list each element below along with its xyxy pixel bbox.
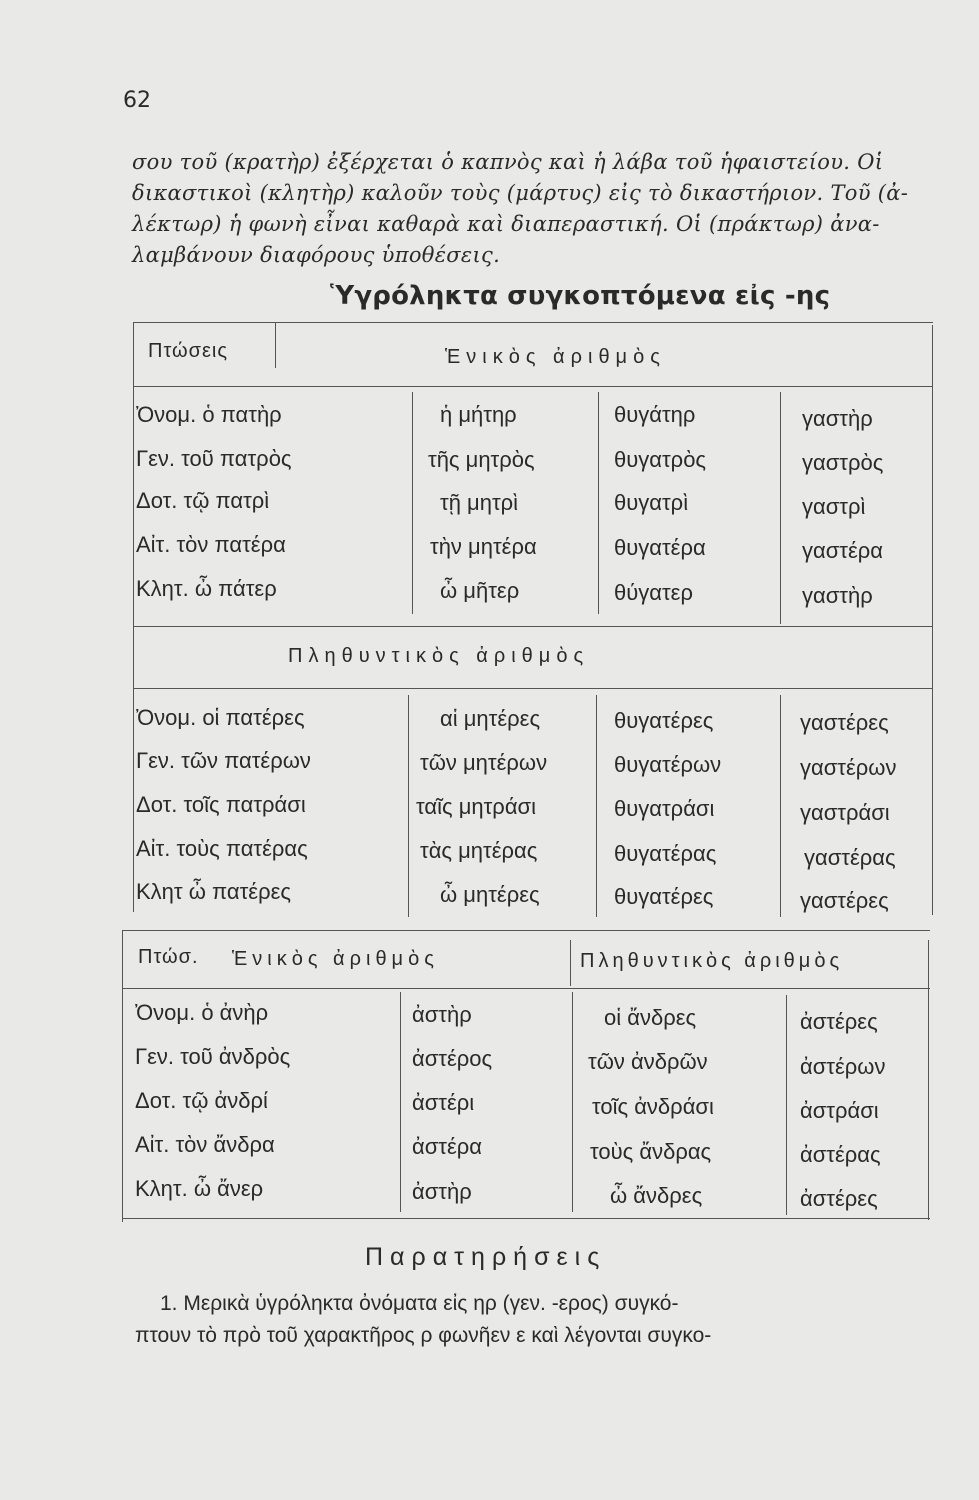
note-line-2: πτουν τὸ πρὸ τοῦ χαρακτῆρος ρ φωνῆεν ε καὶ λέγονται συγκο- bbox=[135, 1324, 712, 1347]
intro-line-4: λαμβάνουν διαφόρους ὑποθέσεις. bbox=[132, 243, 501, 267]
plural-header: Πληθυντικὸς ἀριθμὸς bbox=[288, 645, 590, 667]
singular-header: Ἑνικὸς ἀριθμὸς bbox=[445, 346, 666, 368]
singular-header-2: Ἑνικὸς ἀριθμὸς bbox=[232, 948, 439, 970]
intro-line-1: σου τοῦ (κρατὴρ) ἐξέρχεται ὁ καπνὸς καὶ ἡ λάβα τοῦ ἡφαιστείου. Οἱ bbox=[132, 150, 884, 174]
note-line-1: 1. Μερικὰ ὑγρόληκτα ὀνόματα εἰς ηρ (γεν. -ερος) συγκό- bbox=[160, 1292, 679, 1315]
cases-header: Πτώσεις bbox=[148, 340, 229, 362]
intro-line-2: δικαστικοὶ (κλητὴρ) καλοῦν τοὺς (μάρτυς) εἰς τὸ δικαστήριον. Τοῦ (ἀ- bbox=[132, 181, 909, 205]
notes-title: Παρατηρήσεις bbox=[365, 1243, 607, 1271]
intro-line-3: λέκτωρ) ἡ φωνὴ εἶναι καθαρὰ καὶ διαπεραστική. Οἱ (πράκτωρ) ἀνα- bbox=[132, 212, 880, 236]
page-number: 62 bbox=[123, 88, 151, 113]
cases-header-2: Πτώσ. bbox=[138, 946, 199, 968]
plural-header-2: Πληθυντικὸς ἀριθμὸς bbox=[580, 950, 844, 972]
section-heading: Ὑγρόληκτα συγκοπτόμενα εἰς -ης bbox=[330, 281, 831, 311]
